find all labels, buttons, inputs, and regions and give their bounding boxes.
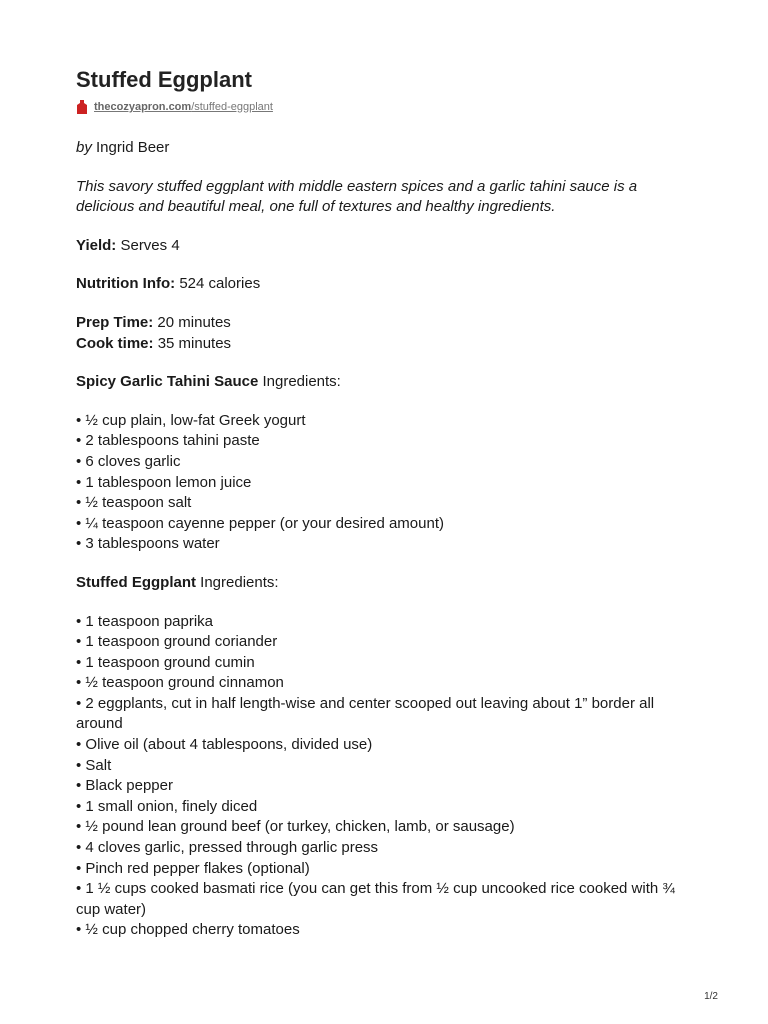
- nutrition-label: Nutrition Info:: [76, 275, 176, 293]
- eggplant-ingredients-list: [76, 612, 696, 942]
- sauce-ingredients-list: [76, 411, 696, 555]
- cook-time-value: 35 minutes: [157, 334, 232, 352]
- list-item: • 1 teaspoon paprika: [76, 612, 214, 630]
- list-item: • 1 tablespoon lemon juice: [76, 473, 252, 491]
- sauce-heading-title: Spicy Garlic Tahini Sauce: [76, 373, 259, 391]
- list-item: • Pinch red pepper flakes (optional): [76, 859, 310, 877]
- list-item: • ¼ teaspoon cayenne pepper (or your desired amount): [76, 514, 444, 532]
- prep-time-label: Prep Time:: [76, 313, 154, 331]
- list-item: • ½ cup chopped cherry tomatoes: [76, 921, 300, 939]
- list-item: • ½ cup plain, low-fat Greek yogurt: [76, 411, 306, 429]
- yield-value: Serves 4: [120, 236, 180, 254]
- list-item: • 2 tablespoons tahini paste: [76, 432, 260, 450]
- apron-icon: [76, 100, 88, 114]
- list-item: • Salt: [76, 756, 112, 774]
- byline-prefix: by: [76, 139, 92, 156]
- byline: [76, 138, 696, 159]
- eggplant-heading-title: Stuffed Eggplant: [76, 573, 196, 591]
- yield-line: [76, 236, 696, 257]
- list-item: • 1 small onion, finely diced: [76, 797, 258, 815]
- intro-text: This savory stuffed eggplant with middle eastern spices and a garlic tahini sauce is a delicious and beautiful meal, one full of textures and healthy ingredients.: [76, 177, 638, 216]
- list-item: • 1 ½ cups cooked basmati rice (you can get this from ½ cup uncooked rice cooked with ¾ cup water): [76, 880, 675, 918]
- list-item: • Olive oil (about 4 tablespoons, divided use): [76, 736, 373, 754]
- list-item: • 2 eggplants, cut in half length-wise and center scooped out leaving about 1” border all around: [76, 694, 655, 733]
- eggplant-heading: [76, 573, 696, 594]
- nutrition-line: [76, 274, 696, 295]
- page-title: Stuffed Eggplant: [76, 67, 252, 92]
- prep-time-value: 20 minutes: [157, 313, 231, 331]
- sauce-heading: [76, 372, 696, 393]
- source-domain: thecozyapron.com: [94, 101, 192, 113]
- list-item: • ½ pound lean ground beef (or turkey, chicken, lamb, or sausage): [76, 818, 515, 836]
- prep-time-line: [76, 313, 696, 334]
- sauce-heading-suffix: Ingredients:: [262, 373, 341, 391]
- list-item: • 3 tablespoons water: [76, 535, 220, 553]
- recipe-page: [76, 66, 696, 941]
- list-item: • 1 teaspoon ground coriander: [76, 633, 278, 651]
- nutrition-value: 524 calories: [179, 275, 261, 293]
- list-item: • 4 cloves garlic, pressed through garlic press: [76, 839, 379, 857]
- source-path: /stuffed-eggplant: [191, 101, 273, 113]
- source-link-row: [76, 100, 696, 114]
- list-item: • 6 cloves garlic: [76, 452, 181, 470]
- cook-time-line: [76, 334, 696, 355]
- eggplant-heading-suffix: Ingredients:: [200, 573, 279, 591]
- cook-time-label: Cook time:: [76, 334, 154, 352]
- source-link[interactable]: [94, 100, 273, 114]
- list-item: • Black pepper: [76, 777, 173, 795]
- page-number: 1/2: [704, 991, 718, 1002]
- list-item: • ½ teaspoon ground cinnamon: [76, 674, 284, 692]
- yield-label: Yield:: [76, 236, 117, 254]
- list-item: • 1 teaspoon ground cumin: [76, 653, 255, 671]
- list-item: • ½ teaspoon salt: [76, 494, 192, 512]
- byline-author: Ingrid Beer: [96, 139, 170, 156]
